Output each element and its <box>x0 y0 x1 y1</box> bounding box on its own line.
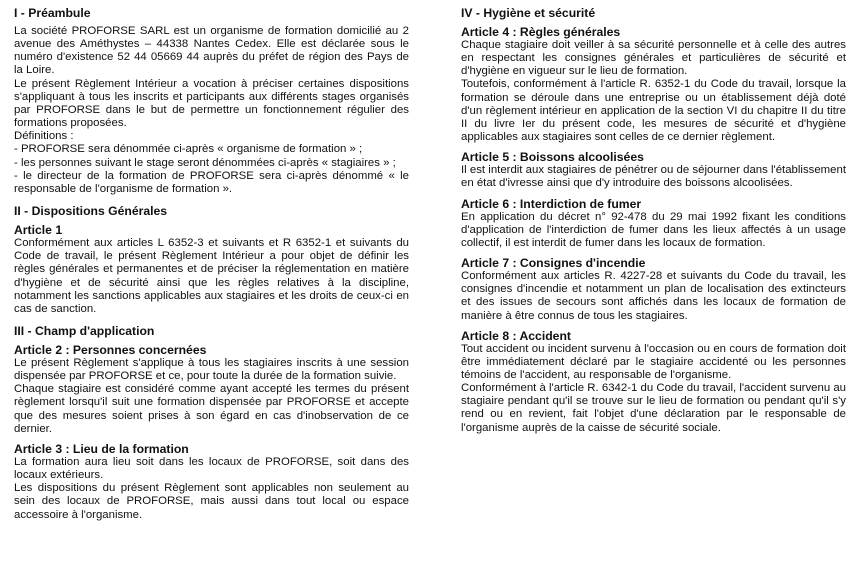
left-column <box>14 6 409 522</box>
section-champ <box>14 324 409 522</box>
section-title-preambule: I - Préambule <box>14 6 91 20</box>
article-8-paragraph-2: Conformément à l'article R. 6342-1 du Code du travail, l'accident survenu au stagiaire pendant qu'il se trouve sur le lieu de formation ou pendant qu'il s'y rend ou en revient, fait l'objet d'une déclaration par le responsable de l'organisme auprès de la caisse de sécurité sociale. <box>461 382 846 434</box>
article-6-text: En application du décret n° 92-478 du 29 mai 1992 fixant les conditions d'application de l'interdiction de fumer dans les lieux affectés à un usage collectif, il est interdit de fumer dans les locaux de formation. <box>461 210 846 249</box>
article-2-paragraph-2: Chaque stagiaire est considéré comme ayant accepté les termes du présent règlement lorsqu'il suit une formation dispensée par PROFORSE et accepte que des mesures soient prises à son égard en cas d'inobservation de ce dernier. <box>14 383 409 435</box>
article-8-paragraph-1: Tout accident ou incident survenu à l'occasion ou en cours de formation doit être immédiatement déclaré par le stagiaire accidenté ou les personnes témoins de l'accident, au responsable de l'organisme. <box>461 342 846 381</box>
section-title-hygiene: IV - Hygiène et sécurité <box>461 6 596 20</box>
definition-item-2: - les personnes suivant le stage seront dénommées ci-après « stagiaires » ; <box>14 156 396 169</box>
section-title-champ: III - Champ d'application <box>14 323 155 338</box>
article-2-paragraph-1: Le présent Règlement s'applique à tous les stagiaires inscrits à une session dispensée par PROFORSE et ce, pour toute la durée de la formation suivie. <box>14 356 409 383</box>
definition-item-3: - le directeur de la formation de PROFORSE sera ci-après dénommé « le responsable de l'organisme de formation ». <box>14 169 409 195</box>
article-5-title: Article 5 : Boissons alcoolisées <box>461 150 644 165</box>
section-title-dispositions: II - Dispositions Générales <box>14 204 168 219</box>
right-column <box>461 6 846 435</box>
article-3-paragraph-2: Les dispositions du présent Règlement sont applicables non seulement au sein des locaux de PROFORSE, mais aussi dans tout local ou espace accessoire à l'organisme. <box>14 482 409 521</box>
preambule-paragraph-1: La société PROFORSE SARL est un organisme de formation domicilié au 2 avenue des Améthystes – 44338 Nantes Cedex. Elle est déclarée sous le numéro d'existence 52 44 05669 44 auprès du préfet de région des Pays de la Loire. <box>14 25 409 77</box>
article-4-title: Article 4 : Règles générales <box>461 25 621 39</box>
article-7-title: Article 7 : Consignes d'incendie <box>461 256 646 271</box>
section-preambule <box>14 6 409 196</box>
article-4-paragraph-2: Toutefois, conformément à l'article R. 6352-1 du Code du travail, lorsque la formation se déroule dans une entreprise ou un établissement déjà doté d'un règlement intérieur en application de la section VI du chapitre II du titre II du livre Ier du présent code, les mesures de sécurité et d'hygiène applicables aux stagiaires sont celles de ce dernier règlement. <box>461 78 846 144</box>
article-8-title: Article 8 : Accident <box>461 328 571 343</box>
definitions-label: Définitions : <box>14 130 74 143</box>
article-5-text: Il est interdit aux stagiaires de pénétrer ou de séjourner dans l'établissement en état d'ivresse ainsi que d'y introduire des boissons alcoolisées. <box>461 164 846 190</box>
article-2-title: Article 2 : Personnes concernées <box>14 342 207 357</box>
section-dispositions <box>14 204 409 316</box>
article-7-text: Conformément aux articles R. 4227-28 et suivants du Code du travail, les consignes d'incendie et notamment un plan de localisation des extincteurs et des issues de secours sont affichés dans les locaux de formation de manière à être connus de tous les stagiaires. <box>461 270 846 322</box>
section-hygiene <box>461 6 846 435</box>
preambule-paragraph-2: Le présent Règlement Intérieur a vocation à préciser certaines dispositions s'appliquant à tous les inscrits et participants aux différents stages organisés par PROFORSE dans le but de permettre un fonctionnement régulier des formations proposées. <box>14 77 409 130</box>
article-3-paragraph-1: La formation aura lieu soit dans les locaux de PROFORSE, soit dans des locaux extérieurs. <box>14 455 409 482</box>
article-4-paragraph-1: Chaque stagiaire doit veiller à sa sécurité personnelle et à celle des autres en respectant les consignes générales et particulières de sécurité et d'hygiène en vigueur sur le lieu de formation. <box>461 39 846 78</box>
article-1-text: Conformément aux articles L 6352-3 et suivants et R 6352-1 et suivants du Code de travail, le présent Règlement Intérieur a pour objet de définir les règles générales et permanentes et de préciser la réglementation en matière d'hygiène et de sécurité ainsi que les règles relatives à la discipline, notamment les sanctions applicables aux stagiaires et les droits de ceux-ci en cas de sanction. <box>14 237 409 315</box>
article-6-title: Article 6 : Interdiction de fumer <box>461 196 642 211</box>
article-3-title: Article 3 : Lieu de la formation <box>14 441 189 456</box>
definition-item-1: - PROFORSE sera dénommée ci-après « organisme de formation » ; <box>14 143 363 156</box>
article-1-title: Article 1 <box>14 223 63 238</box>
